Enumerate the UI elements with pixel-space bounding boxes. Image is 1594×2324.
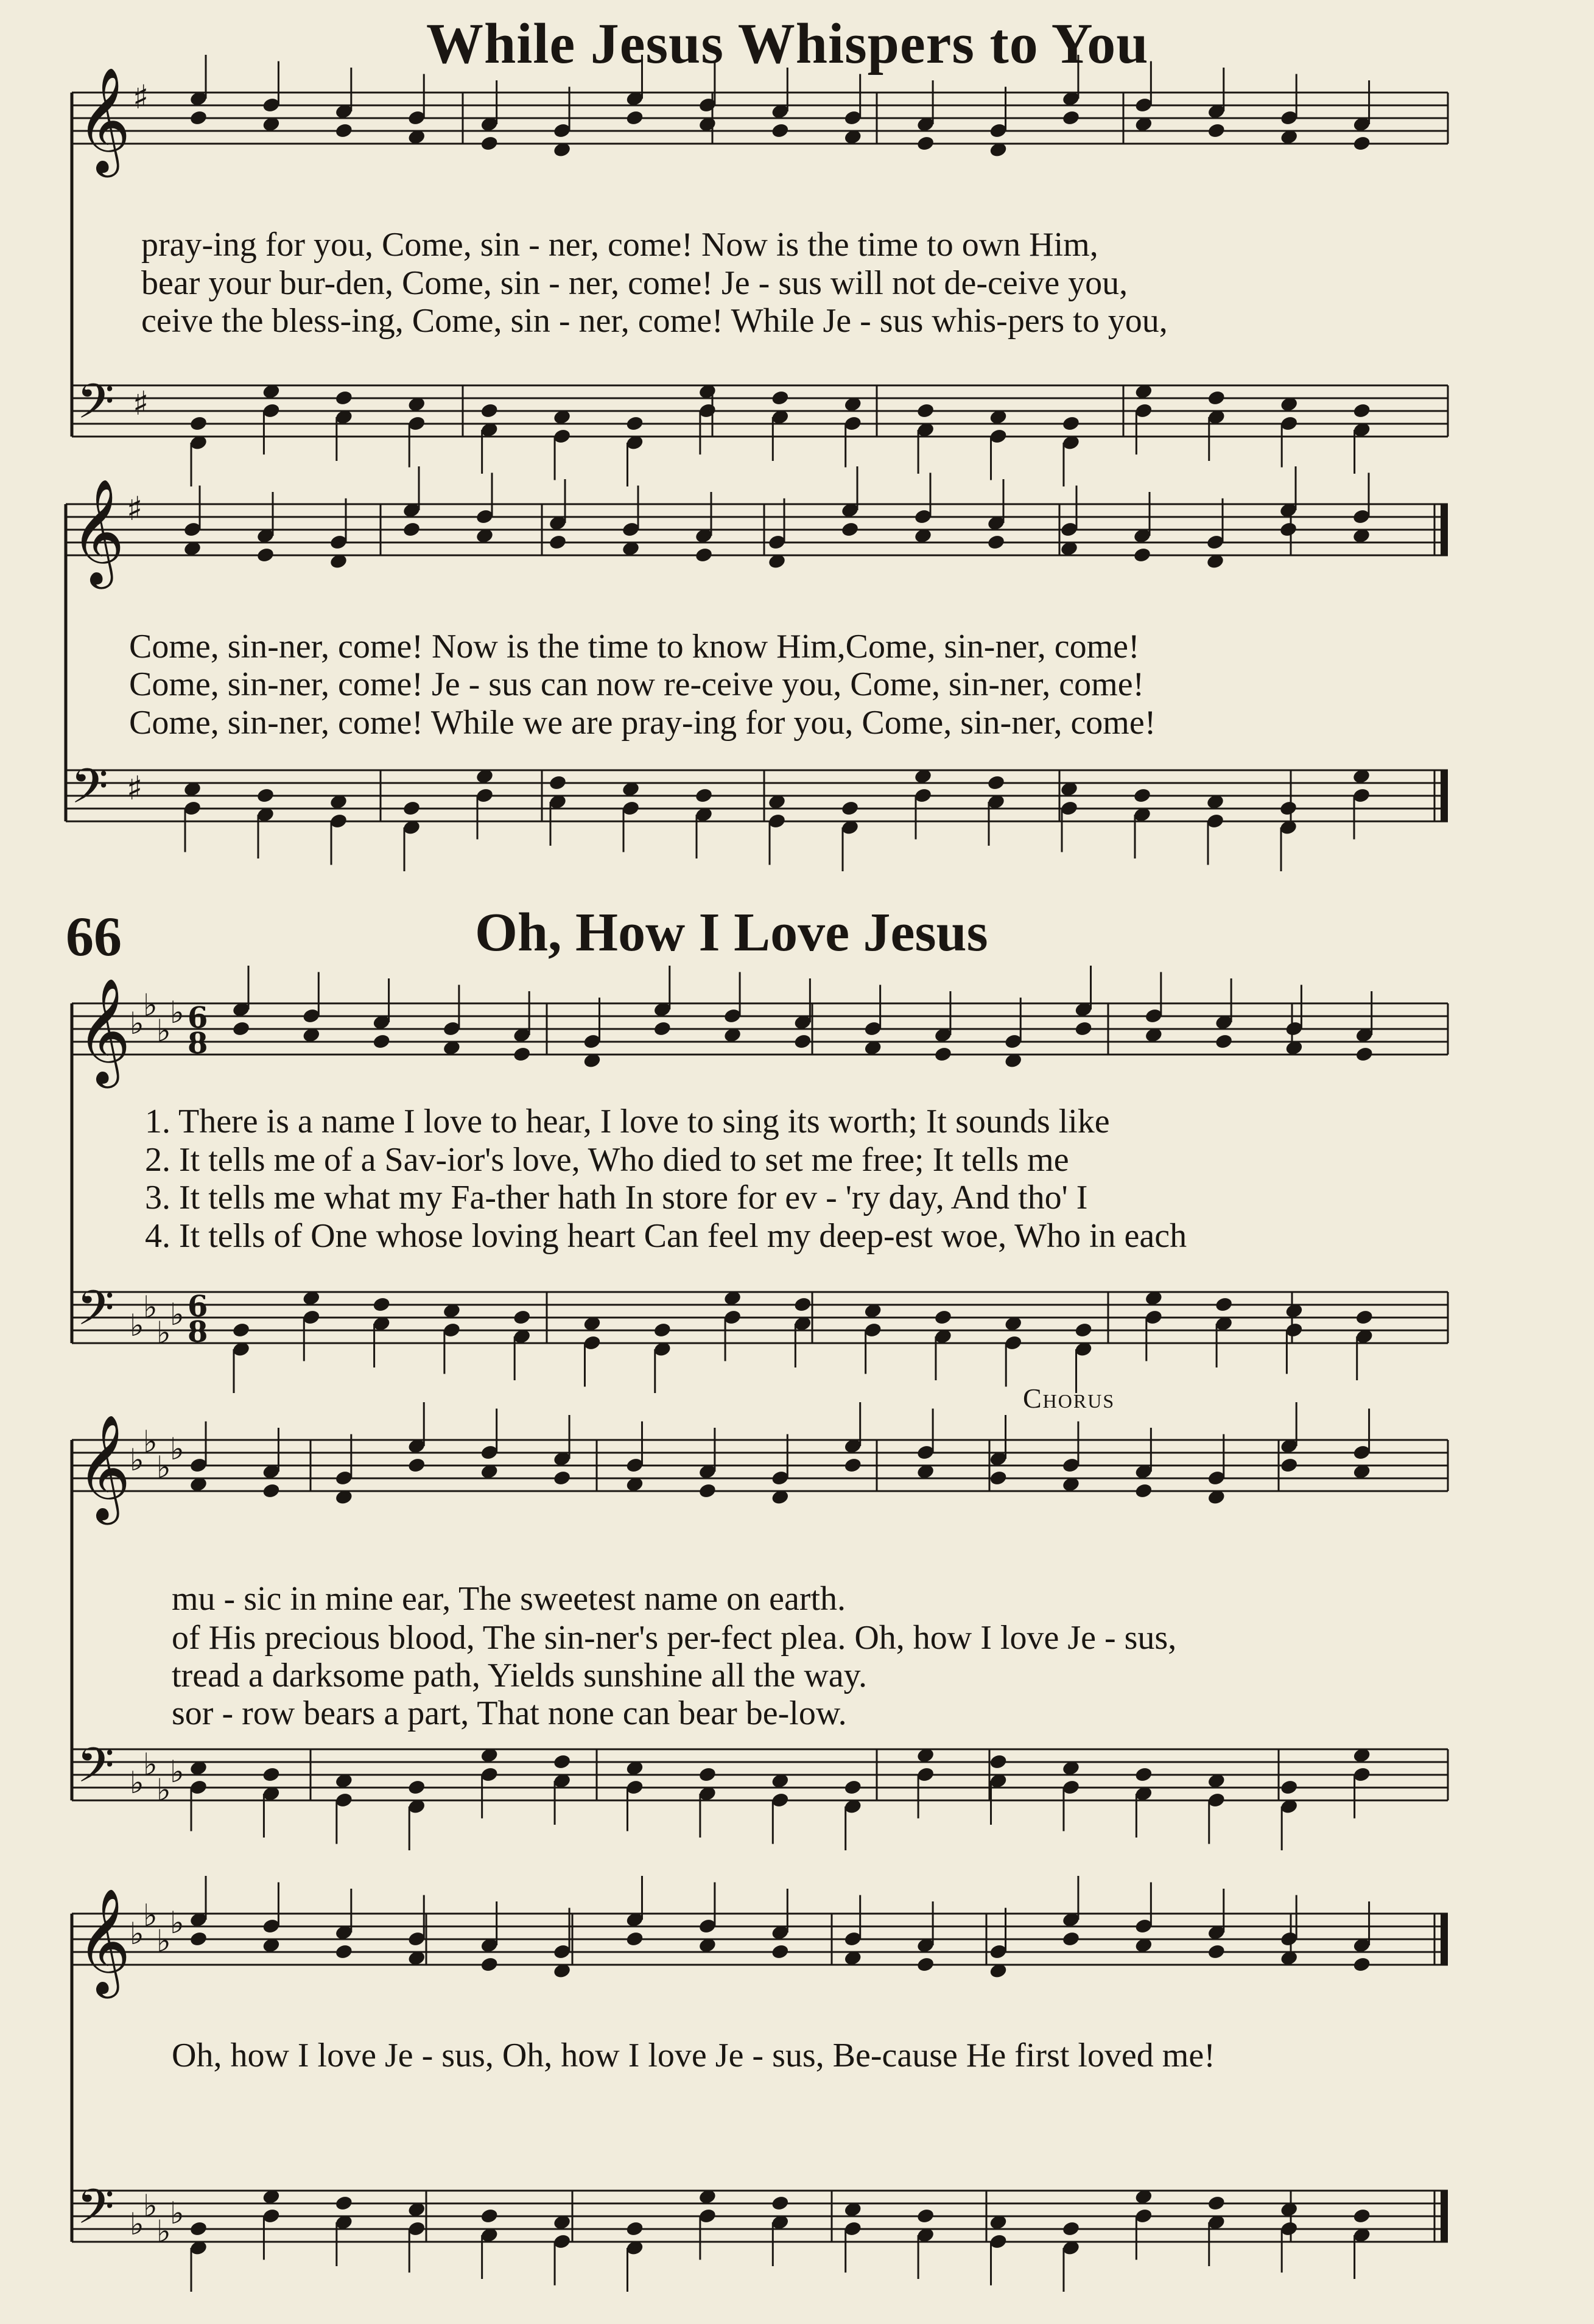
notehead — [513, 1046, 532, 1063]
flat-sign: ♭ — [156, 1315, 171, 1350]
notehead — [986, 534, 1005, 551]
lyric-line: mu - sic in mine ear, The sweetest name on earth. — [172, 1580, 846, 1618]
bass-clef: 𝄢 — [71, 758, 108, 826]
notehead — [1061, 1931, 1080, 1948]
lyric-line: of His precious blood, The sin-ner's per-fect plea. Oh, how I love Je - sus, — [172, 1619, 1177, 1657]
final-bar-thick — [1441, 504, 1448, 555]
flat-sign: ♭ — [143, 1290, 158, 1325]
notehead — [1352, 402, 1371, 420]
sharp-sign: ♯ — [127, 490, 143, 528]
flat-sign: ♭ — [156, 2214, 171, 2249]
notehead — [231, 1322, 250, 1339]
lyric-line: 3. It tells me what my Fa-ther hath In store for ev - 'ry day, And tho' I — [145, 1179, 1088, 1216]
notehead — [653, 1020, 672, 1037]
notehead — [480, 135, 499, 152]
notehead — [480, 2208, 499, 2225]
time-signature-bottom: 8 — [188, 1027, 208, 1061]
flat-sign: ♭ — [156, 1450, 171, 1485]
notehead — [1280, 1779, 1299, 1796]
notehead — [986, 774, 1005, 792]
notehead — [793, 1033, 812, 1050]
notehead — [625, 415, 644, 432]
notehead — [1134, 1483, 1153, 1500]
notehead — [1061, 415, 1080, 432]
lyric-line: Come, sin-ner, come! Je - sus can now re-ceive you, Come, sin-ner, come! — [129, 665, 1145, 703]
flat-sign: ♭ — [170, 1431, 184, 1467]
final-bar-thick — [1441, 2191, 1448, 2242]
notehead — [189, 1931, 208, 1948]
flat-sign: ♭ — [143, 1747, 158, 1782]
notehead — [1352, 2208, 1371, 2225]
bass-clef: 𝄢 — [77, 1280, 114, 1348]
notehead — [552, 1470, 571, 1487]
notehead — [1355, 1046, 1374, 1063]
treble-clef: 𝄞 — [77, 978, 131, 1084]
treble-clef: 𝄞 — [77, 1888, 131, 1994]
notehead — [402, 800, 421, 817]
notehead — [1134, 1766, 1153, 1783]
treble-clef: 𝄞 — [71, 479, 125, 585]
notehead — [231, 1020, 250, 1037]
flat-sign: ♭ — [130, 1442, 144, 1478]
notehead — [1214, 1033, 1233, 1050]
lyric-line: Come, sin-ner, come! Now is the time to know Him,Come, sin-ner, come! — [129, 628, 1140, 665]
notehead — [625, 1931, 644, 1948]
flat-sign: ♭ — [130, 1916, 144, 1951]
notehead — [372, 1296, 391, 1313]
notehead — [989, 1470, 1008, 1487]
notehead — [916, 2208, 935, 2225]
notehead — [1207, 122, 1226, 139]
notehead — [262, 1766, 281, 1783]
notehead — [1279, 521, 1297, 538]
sharp-sign: ♯ — [133, 384, 149, 423]
notehead — [1352, 1956, 1371, 1973]
flat-sign: ♭ — [143, 1898, 158, 1933]
notehead — [653, 1322, 672, 1339]
lyric-line: sor - row bears a part, That none can bear be-low. — [172, 1694, 847, 1732]
flat-sign: ♭ — [143, 988, 158, 1023]
notehead — [840, 800, 859, 817]
bass-clef: 𝄢 — [77, 373, 114, 441]
chorus-label: Chorus — [1023, 1383, 1115, 1414]
notehead — [694, 787, 713, 804]
lyric-line: bear your bur-den, Come, sin - ner, come! Je - sus will not de-ceive you, — [141, 264, 1128, 302]
final-bar-thick — [1441, 1914, 1448, 1965]
notehead — [694, 547, 713, 564]
notehead — [334, 122, 353, 139]
notehead — [372, 1033, 391, 1050]
notehead — [771, 2195, 790, 2212]
notehead — [843, 1457, 862, 1474]
notehead — [1280, 1457, 1299, 1474]
time-signature-bottom: 8 — [188, 1315, 208, 1349]
lyric-line: tread a darksome path, Yields sunshine all the way. — [172, 1657, 867, 1694]
notehead — [916, 402, 935, 420]
flat-sign: ♭ — [170, 1297, 184, 1332]
hymn-number: 66 — [66, 905, 122, 967]
lyric-line: Oh, how I love Je - sus, Oh, how I love Je - sus, Be-cause He first loved me! — [172, 2037, 1215, 2074]
notehead — [625, 2220, 644, 2238]
time-signature-top: 6 — [188, 1001, 208, 1035]
notehead — [698, 1766, 717, 1783]
notehead — [771, 390, 790, 407]
notehead — [1214, 1296, 1233, 1313]
notehead — [698, 1483, 717, 1500]
hymn-title-oh-how-i-love-jesus: Oh, How I Love Jesus — [475, 902, 988, 963]
bass-clef: 𝄢 — [77, 2178, 114, 2247]
flat-sign: ♭ — [143, 1424, 158, 1459]
notehead — [1207, 2195, 1226, 2212]
flat-sign: ♭ — [170, 1905, 184, 1940]
notehead — [256, 547, 275, 564]
notehead — [1132, 787, 1151, 804]
treble-clef: 𝄞 — [77, 67, 131, 173]
notehead — [1074, 1322, 1093, 1339]
notehead — [334, 390, 353, 407]
notehead — [1061, 110, 1080, 127]
notehead — [189, 2220, 208, 2238]
notehead — [625, 110, 644, 127]
flat-sign: ♭ — [130, 1308, 144, 1343]
flat-sign: ♭ — [156, 1772, 171, 1808]
notehead — [513, 1309, 532, 1326]
lyric-line: Come, sin-ner, come! While we are pray-ing for you, Come, sin-ner, come! — [129, 704, 1156, 742]
notehead — [933, 1046, 952, 1063]
lyric-line: 4. It tells of One whose loving heart Can feel my deep-est woe, Who in each — [145, 1217, 1187, 1255]
lyric-line: ceive the bless-ing, Come, sin - ner, come! While Je - sus whis-pers to you, — [141, 302, 1168, 340]
hymn-title-while-jesus: While Jesus Whispers to You — [426, 12, 1149, 75]
notehead — [552, 1754, 571, 1771]
notehead — [1279, 800, 1297, 817]
notehead — [771, 1943, 790, 1961]
notehead — [1132, 547, 1151, 564]
notehead — [989, 1754, 1008, 1771]
notehead — [1061, 2220, 1080, 2238]
lyric-line: pray-ing for you, Come, sin - ner, come! Now is the time to own Him, — [141, 226, 1098, 264]
flat-sign: ♭ — [143, 2188, 158, 2224]
notehead — [407, 1457, 426, 1474]
sharp-sign: ♯ — [133, 78, 149, 116]
notehead — [548, 534, 567, 551]
notehead — [407, 1779, 426, 1796]
notehead — [334, 2195, 353, 2212]
final-bar-thick — [1441, 770, 1448, 821]
flat-sign: ♭ — [130, 1006, 144, 1041]
notehead — [916, 135, 935, 152]
flat-sign: ♭ — [170, 2196, 184, 2231]
lyric-line: 1. There is a name I love to hear, I love to sing its worth; It sounds like — [145, 1103, 1110, 1140]
notehead — [1207, 1943, 1226, 1961]
flat-sign: ♭ — [156, 1923, 171, 1959]
notehead — [916, 1956, 935, 1973]
lyric-line: 2. It tells me of a Sav-ior's love, Who died to set me free; It tells me — [145, 1141, 1069, 1179]
treble-clef: 𝄞 — [77, 1414, 131, 1520]
notehead — [548, 774, 567, 792]
flat-sign: ♭ — [170, 1754, 184, 1789]
notehead — [933, 1309, 952, 1326]
time-signature-top: 6 — [188, 1290, 208, 1324]
notehead — [1207, 390, 1226, 407]
notehead — [843, 1779, 862, 1796]
notehead — [1355, 1309, 1374, 1326]
notehead — [334, 1943, 353, 1961]
flat-sign: ♭ — [170, 995, 184, 1030]
notehead — [1352, 135, 1371, 152]
notehead — [771, 122, 790, 139]
sharp-sign: ♯ — [127, 769, 143, 807]
notehead — [189, 110, 208, 127]
notehead — [256, 787, 275, 804]
flat-sign: ♭ — [130, 2206, 144, 2242]
bass-clef: 𝄢 — [77, 1737, 114, 1805]
notehead — [262, 1483, 281, 1500]
flat-sign: ♭ — [130, 1765, 144, 1800]
notehead — [189, 415, 208, 432]
notehead — [402, 521, 421, 538]
notehead — [480, 1956, 499, 1973]
notehead — [840, 521, 859, 538]
notehead — [1074, 1020, 1093, 1037]
notehead — [480, 402, 499, 420]
flat-sign: ♭ — [156, 1013, 171, 1048]
notehead — [793, 1296, 812, 1313]
